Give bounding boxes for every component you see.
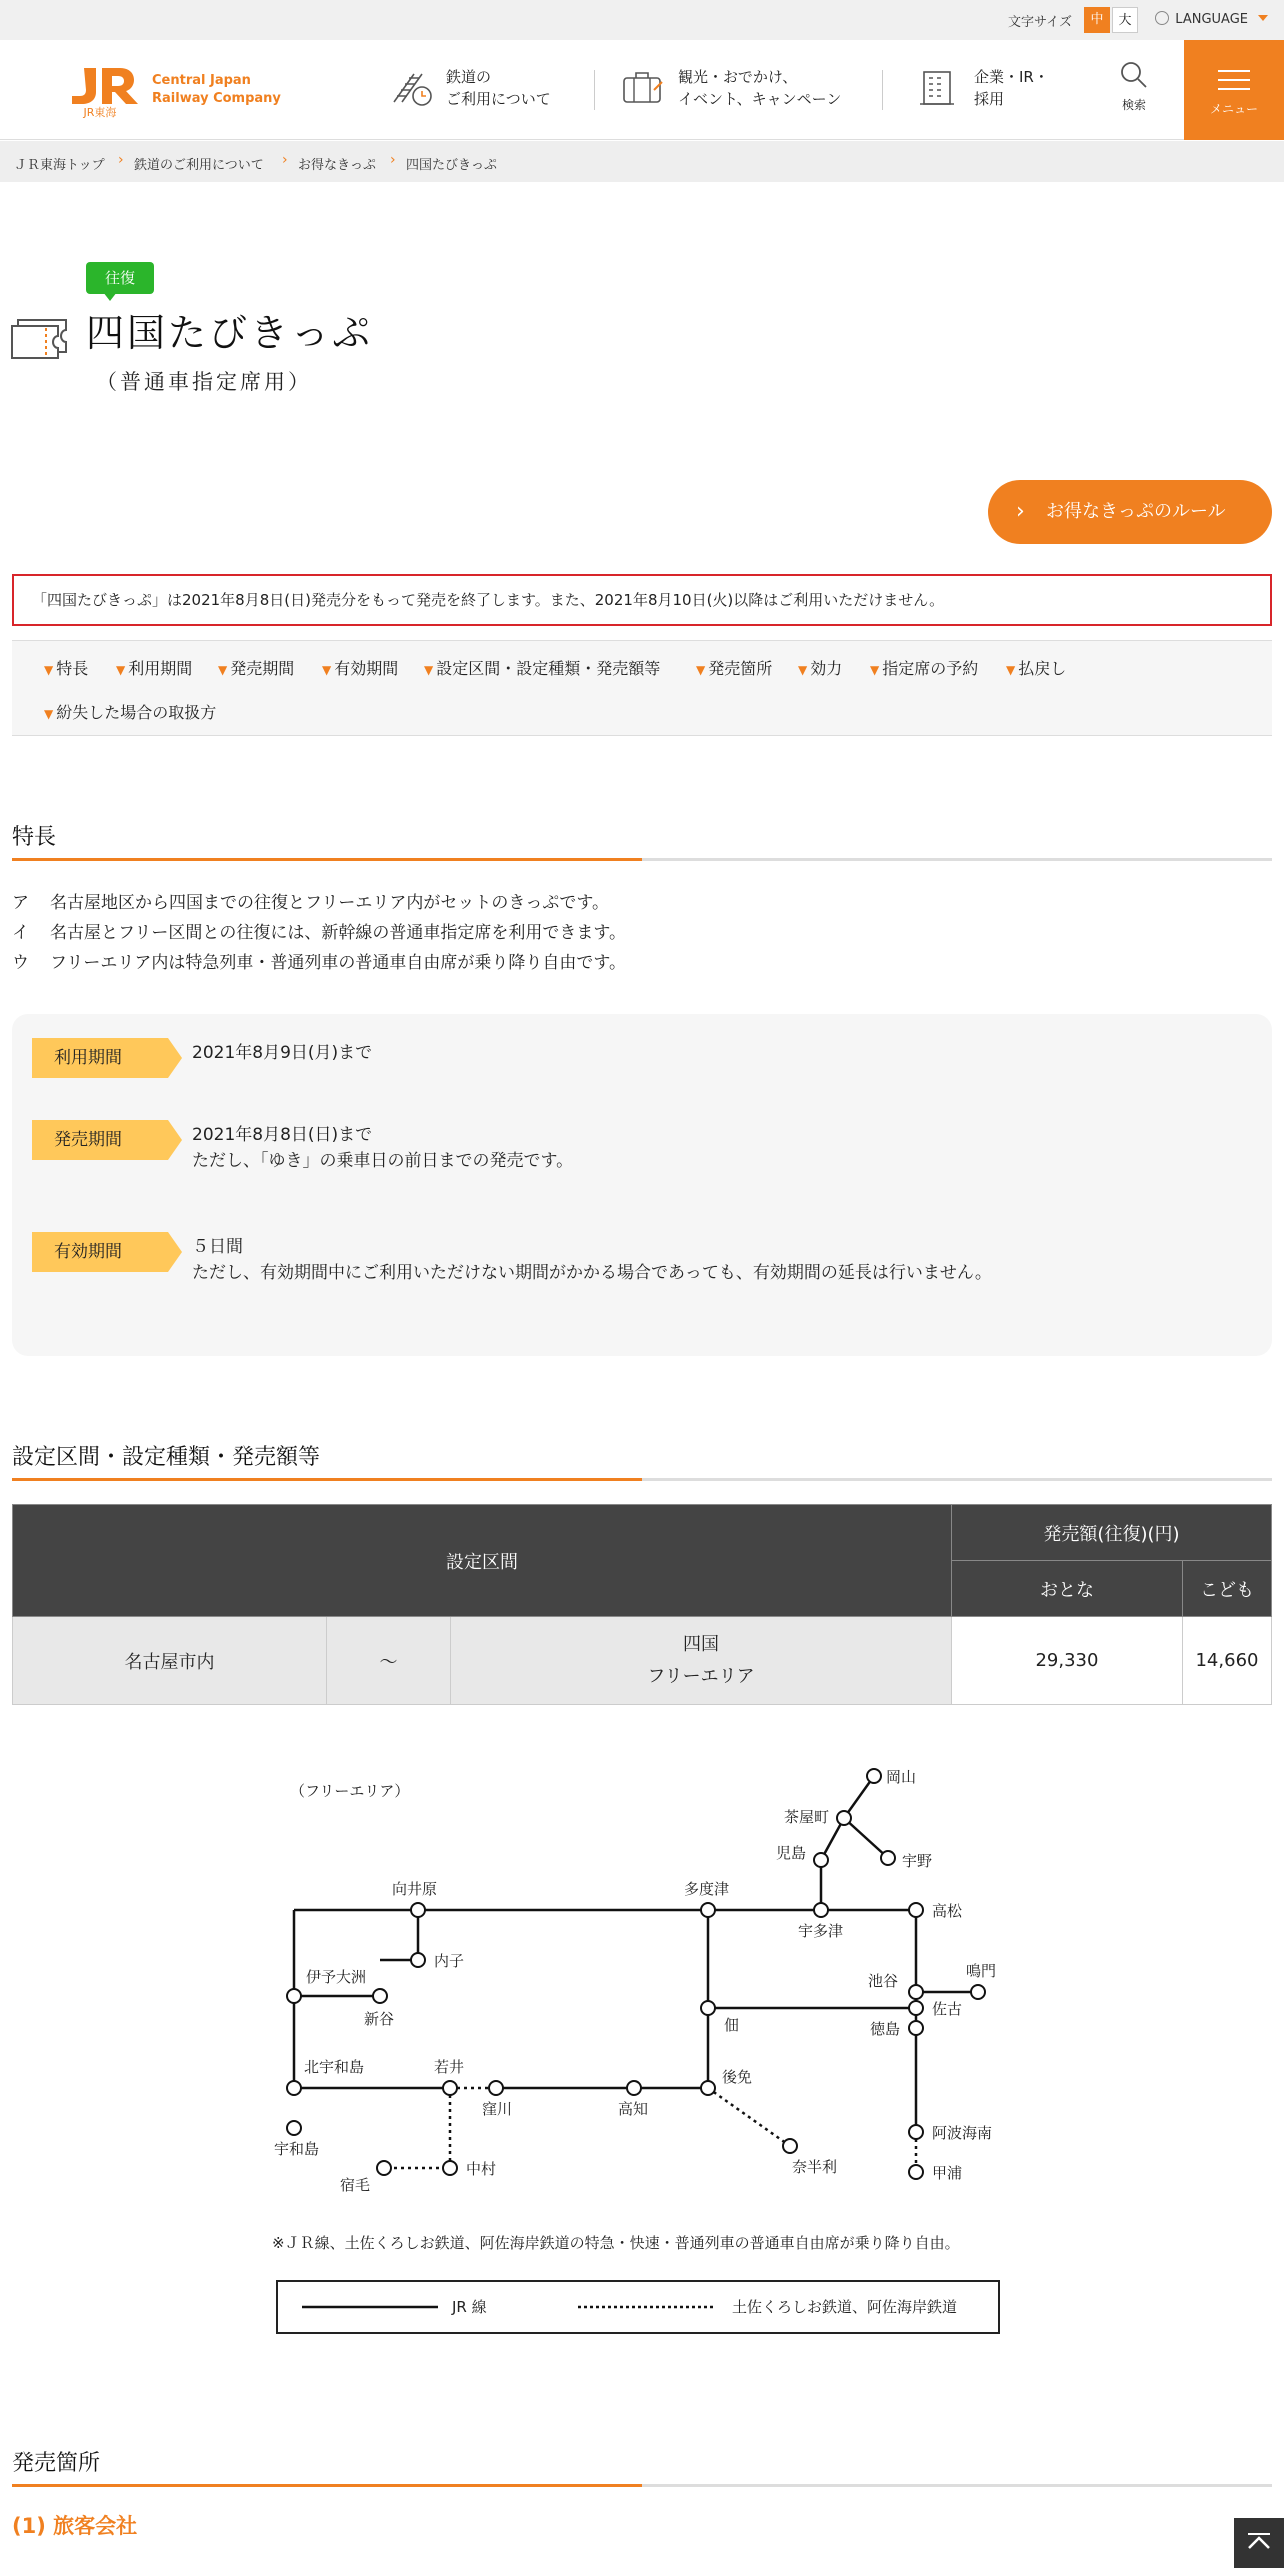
map-station-label: 奈半利 <box>792 2158 838 2176</box>
chevron-down-icon: ▼ <box>696 663 706 677</box>
fare-col-section: 設定区間 <box>13 1505 952 1617</box>
suitcase-icon <box>620 68 668 108</box>
free-area-map <box>264 1760 1024 2210</box>
sales-period-text: 2021年8月8日(日)まで ただし、「ゆき」の乗車日の前日までの発売です。 <box>192 1125 574 1171</box>
map-station-label: 高知 <box>618 2100 649 2118</box>
map-station-label: 新谷 <box>364 2010 395 2028</box>
breadcrumb <box>0 141 1284 182</box>
jr-logo-icon <box>70 64 140 118</box>
badge-pointer <box>103 292 117 301</box>
chevron-down-icon: ▼ <box>1006 663 1016 677</box>
fare-adult: 29,330 <box>951 1617 1182 1705</box>
utility-bar <box>0 0 1284 40</box>
nav-divider <box>882 70 883 110</box>
legend-other-label: 土佐くろしお鉄道、阿佐海岸鉄道 <box>732 2298 958 2316</box>
search-icon <box>1119 60 1149 90</box>
jr-central-logo[interactable] <box>70 64 290 118</box>
map-station-label: 窪川 <box>482 2100 513 2118</box>
map-station-label: 阿波海南 <box>932 2124 993 2142</box>
anchor-usage-period[interactable]: ▼ 利用期間 <box>116 659 193 678</box>
features-heading: 特長 <box>12 825 57 850</box>
map-station-label: 甲浦 <box>932 2164 963 2182</box>
map-station-label: 中村 <box>466 2160 497 2178</box>
menu-label: メニュー <box>1209 102 1258 116</box>
anchor-features[interactable]: ▼ 特長 <box>44 659 89 678</box>
nav-corporate-line2: 採用 <box>974 90 1005 108</box>
font-size-label: 文字サイズ <box>1008 15 1072 30</box>
search-button[interactable] <box>1114 60 1154 120</box>
chevron-down-icon: ▼ <box>218 663 228 677</box>
site-header <box>0 40 1284 140</box>
map-area-label: （フリーエリア） <box>290 1782 410 1800</box>
anchor-links <box>12 640 1272 736</box>
chevron-down-icon: ▼ <box>870 663 880 677</box>
breadcrumb-item-top[interactable]: ＪＲ東海トップ <box>14 158 105 173</box>
nav-railway-line2: ご利用について <box>446 90 551 108</box>
anchor-validity-effect[interactable]: ▼ 効力 <box>798 659 843 678</box>
map-station-label: 鳴門 <box>966 1962 997 1980</box>
nav-railway-line1: 鉄道の <box>446 68 492 86</box>
validity-period-tag: 有効期間 <box>32 1232 168 1272</box>
map-station-label: 茶屋町 <box>784 1808 830 1826</box>
table-row <box>13 1617 1272 1705</box>
section-divider <box>12 858 1272 861</box>
caret-down-icon <box>1258 15 1268 21</box>
map-station-label: 佃 <box>724 2016 740 2034</box>
map-station-label: 後免 <box>722 2068 753 2086</box>
chevron-down-icon: ▼ <box>44 663 54 677</box>
map-station-label: 多度津 <box>684 1880 730 1898</box>
logo-line2: Railway Company <box>152 91 281 106</box>
fare-tilde: ～ <box>327 1617 451 1705</box>
hamburger-icon <box>1218 70 1250 90</box>
railway-clock-icon <box>388 68 436 108</box>
deal-rules-button[interactable] <box>988 480 1272 544</box>
breadcrumb-item-deals[interactable]: お得なきっぷ <box>298 158 377 173</box>
map-station-label: 伊予大洲 <box>306 1968 367 1986</box>
legend-jr-label: JR 線 <box>452 2298 487 2316</box>
validity-period-text: ５日間 ただし、有効期間中にご利用いただけない期間がかかる場合であっても、有効期間の延長は行いません。 <box>192 1237 992 1283</box>
deal-rules-label: お得なきっぷのルール <box>1046 501 1226 522</box>
tag-arrow <box>168 1232 182 1272</box>
nav-divider <box>594 70 595 110</box>
tag-arrow <box>168 1120 182 1160</box>
section-divider <box>12 1478 1272 1481</box>
fare-table <box>12 1504 1272 1705</box>
globe-icon <box>1155 11 1169 25</box>
period-info-box <box>12 1014 1272 1356</box>
map-station-label: 岡山 <box>886 1768 917 1786</box>
page-subtitle: （普通車指定席用） <box>96 370 312 394</box>
back-to-top-button[interactable] <box>1234 2518 1284 2568</box>
usage-period-text: 2021年8月9日(月)まで <box>192 1043 373 1063</box>
fare-col-price: 発売額(往復)(円) <box>951 1505 1271 1561</box>
anchor-seat-reservation[interactable]: ▼ 指定席の予約 <box>870 659 979 678</box>
section-divider <box>12 2484 1272 2487</box>
chevron-down-icon: ▼ <box>798 663 808 677</box>
chevron-right-icon: › <box>1016 499 1025 524</box>
fare-child: 14,660 <box>1182 1617 1271 1705</box>
search-label: 検索 <box>1121 98 1146 112</box>
map-station-label: 北宇和島 <box>304 2058 365 2076</box>
map-station-label: 高松 <box>932 1902 963 1920</box>
fare-heading: 設定区間・設定種類・発売額等 <box>12 1445 321 1470</box>
menu-button[interactable] <box>1184 40 1284 140</box>
logo-text <box>152 72 281 108</box>
fare-col-adult: おとな <box>951 1561 1182 1617</box>
map-station-label: 内子 <box>434 1952 465 1970</box>
map-station-label: 宇多津 <box>798 1922 844 1940</box>
map-station-label: 宿毛 <box>340 2176 371 2194</box>
chevron-right-icon: › <box>390 152 396 168</box>
chevron-down-icon: ▼ <box>424 663 434 677</box>
nav-corporate-line1: 企業・IR・ <box>974 68 1049 86</box>
map-station-label: 佐古 <box>932 2000 963 2018</box>
end-of-sale-notice: 「四国たびきっぷ」は2021年8月8日(日)発売分をもって発売を終了します。また、2021年8月10日(火)以降はご利用いただけません。 <box>12 574 1272 626</box>
svg-text:JR東海: JR東海 <box>83 106 117 118</box>
usage-period-tag: 利用期間 <box>32 1038 168 1078</box>
nav-tourism-line1: 観光・おでかけ、 <box>678 68 798 86</box>
font-size-large-button[interactable]: 大 <box>1112 7 1138 33</box>
logo-line1: Central Japan <box>152 73 251 88</box>
breadcrumb-item-railway[interactable]: 鉄道のご利用について <box>134 158 264 173</box>
feature-item: ア 名古屋地区から四国までの往復とフリーエリア内がセットのきっぷです。 <box>12 893 609 913</box>
anchor-lost-ticket[interactable]: ▼ 紛失した場合の取扱方 <box>44 703 217 722</box>
chevron-down-icon: ▼ <box>116 663 126 677</box>
chevron-up-icon <box>1234 2518 1284 2568</box>
breadcrumb-item-current: 四国たびきっぷ <box>406 158 498 173</box>
chevron-down-icon: ▼ <box>322 663 332 677</box>
anchor-validity[interactable]: ▼ 有効期間 <box>322 659 399 678</box>
chevron-down-icon: ▼ <box>44 707 54 721</box>
nav-tourism-line2: イベント、キャンペーン <box>678 90 842 108</box>
sales-heading: 発売箇所 <box>12 2451 101 2476</box>
page-title: 四国たびきっぷ <box>86 311 374 355</box>
map-note: ※ＪＲ線、土佐くろしお鉄道、阿佐海岸鉄道の特急・快速・普通列車の普通車自由席が乗り降り自由。 <box>272 2234 960 2252</box>
chevron-right-icon: › <box>282 152 288 168</box>
font-size-medium-button[interactable]: 中 <box>1084 7 1110 33</box>
anchor-fares[interactable]: ▼ 設定区間・設定種類・発売額等 <box>424 659 661 678</box>
sales-period-tag: 発売期間 <box>32 1120 168 1160</box>
building-icon <box>916 68 964 108</box>
anchor-sales-locations[interactable]: ▼ 発売箇所 <box>696 659 773 678</box>
anchor-refund[interactable]: ▼ 払戻し <box>1006 659 1067 678</box>
map-station-label: 池谷 <box>868 1972 899 1990</box>
map-station-label: 向井原 <box>392 1880 438 1898</box>
fare-col-child: こども <box>1182 1561 1271 1617</box>
map-legend <box>276 2280 1000 2334</box>
language-selector[interactable] <box>1155 11 1268 27</box>
anchor-sales-period[interactable]: ▼ 発売期間 <box>218 659 295 678</box>
fare-from: 名古屋市内 <box>13 1617 327 1705</box>
round-trip-badge: 往復 <box>86 262 154 294</box>
map-station-label: 児島 <box>776 1844 807 1862</box>
map-station-label: 徳島 <box>870 2020 901 2038</box>
map-station-label: 若井 <box>434 2058 465 2076</box>
sales-subheading: (1) 旅客会社 <box>12 2514 138 2538</box>
ticket-icon <box>10 316 72 360</box>
map-station-label: 宇和島 <box>274 2140 320 2158</box>
feature-item: イ 名古屋とフリー区間との往復には、新幹線の普通車指定席を利用できます。 <box>12 923 626 943</box>
feature-item: ウ フリーエリア内は特急列車・普通列車の普通車自由席が乗り降り自由です。 <box>12 953 626 973</box>
language-label: LANGUAGE <box>1175 12 1248 27</box>
chevron-right-icon: › <box>118 152 124 168</box>
tag-arrow <box>168 1038 182 1078</box>
map-station-label: 宇野 <box>902 1852 933 1870</box>
fare-to: 四国 フリーエリア <box>451 1617 952 1705</box>
